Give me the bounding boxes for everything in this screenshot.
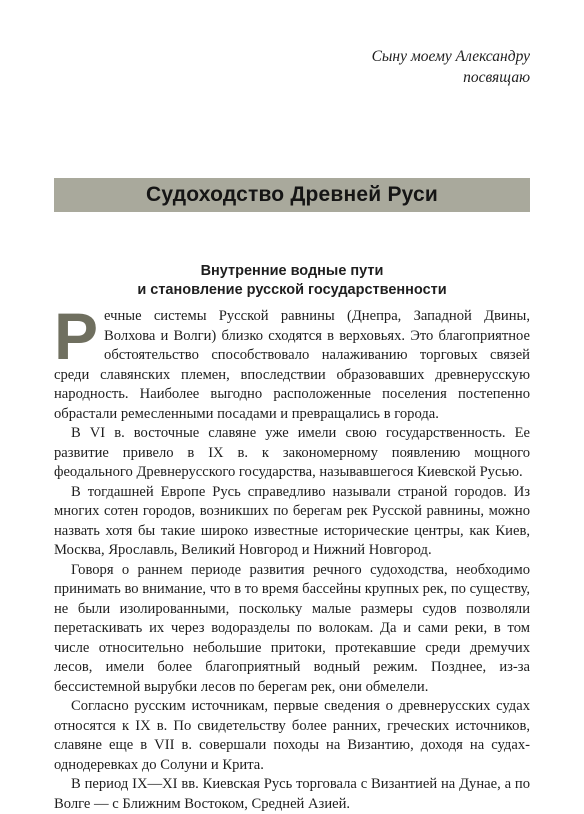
paragraph-5: Согласно русским источникам, первые сведения о древнерусских судах относятся к IX в. По свидетельству более ранних, греческих источников, славяне еще в VII в. совершали походы на Византию, доходя на судах-однодеревках до Солуни и Крита.: [54, 698, 530, 773]
paragraph-1: [54, 299, 530, 424]
dedication-line-1: Сыну моему Александру: [371, 48, 530, 65]
paragraph-1-text: ечные системы Русской равнины (Днепра, Западной Двины, Волхова и Волги) близко сходятся в верховьях. Это благоприятное обстоятельство способствовало налаживанию торговых связей среди славянских племен, впоследствии образовавших древнерусскую народность. Наиболее выгодно расположенные поселения постепенно обрастали ремесленными посадами и превращались в города.: [54, 308, 530, 422]
paragraph-6: В период IX—XI вв. Киевская Русь торговала с Византией на Дунае, а по Волге — с Ближним Востоком, Средней Азией.: [54, 776, 530, 812]
chapter-title-bar: [54, 178, 530, 212]
chapter-title: Судоходство Древней Руси: [145, 183, 438, 206]
section-heading-line-1: Внутренние водные пути: [200, 263, 384, 279]
section-heading-line-2: и становление русской государственности: [137, 282, 447, 298]
paragraph-3: В тогдашней Европе Русь справедливо называли страной городов. Из многих сотен городов, возникших по берегам рек Русской равнины, можно назвать хотя бы такие широко известные исторические центры, как Киев, Москва, Ярославль, Великий Новгород и Нижний Новгород.: [54, 483, 530, 558]
paragraph-4: Говоря о раннем периоде развития речного судоходства, необходимо принимать во внимание, что в то время бассейны крупных рек, по существу, не были изолированными, поскольку малые размеры судов позволяли перетаскивать их через водоразделы по волокам. Да и сами реки, в том числе относительно небольшие притоки, протекавшие среди дремучих лесов, имели более благоприятный водный режим. Позднее, из-за бессистемной вырубки лесов по берегам рек, они обмелели.: [54, 561, 530, 695]
dedication: [372, 46, 530, 88]
dedication-line-2: посвящаю: [463, 69, 530, 86]
section-heading: [54, 262, 530, 300]
paragraph-2: В VI в. восточные славяне уже имели свою государственность. Ее развитие привело в IX в. к закономерному появлению мощного феодального Древнерусского государства, называвшегося Киевской Русью.: [54, 425, 530, 480]
body-text: [54, 299, 530, 814]
drop-cap: Р: [54, 299, 99, 373]
